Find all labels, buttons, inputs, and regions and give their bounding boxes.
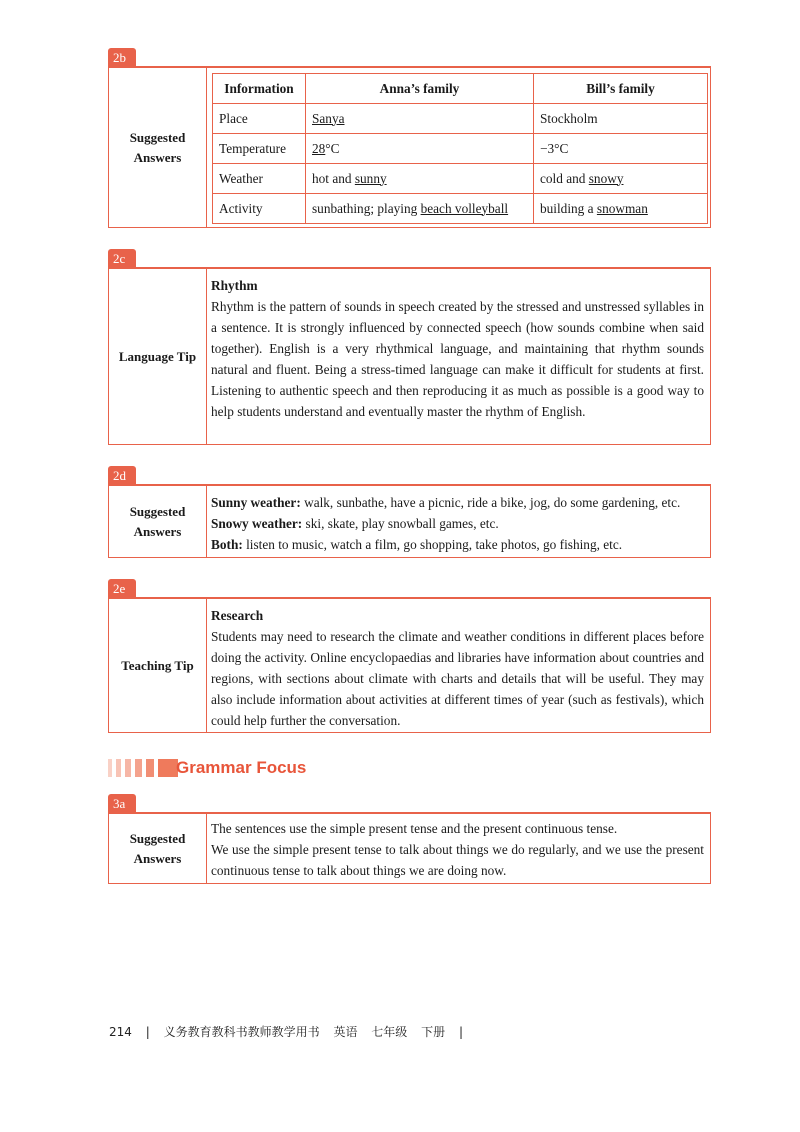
section-3a-box: [108, 814, 711, 884]
teaching-tip-box: [108, 599, 711, 733]
book-title: 义务教育教科书教师教学用书: [163, 1025, 320, 1039]
volume: 下册: [421, 1025, 446, 1039]
subject: 英语: [333, 1025, 358, 1039]
table-header-row: [213, 74, 708, 104]
page-number: 214: [109, 1025, 132, 1039]
footer-separator: |: [145, 1025, 150, 1039]
footer-separator: |: [458, 1025, 464, 1039]
suggested-answers-label: Suggested Answers: [109, 486, 207, 557]
suggested-answers-label: Suggested Answers: [109, 68, 207, 227]
answers-table: [212, 73, 708, 224]
decor-stripe: [135, 759, 142, 777]
answers-content: [207, 486, 710, 557]
table-row: Weather hot and sunny cold and snowy: [213, 164, 708, 194]
table-row: Temperature 28°C −3°C: [213, 134, 708, 164]
section-2b-box: [108, 68, 711, 228]
teaching-tip-label: Teaching Tip: [109, 599, 207, 732]
grammar-focus-header: [108, 756, 348, 780]
table-row: Place Sanya Stockholm: [213, 104, 708, 134]
decor-stripe: [125, 759, 131, 777]
tip-body: Students may need to research the climate and weather conditions in different places before doing the activity. Online encyclopaedias and libraries have information about countries and regions, with sections about climate with charts and details that will be useful. They may also include information about activities at different times of year (such as festivals), which could help further the conversation.: [211, 629, 704, 728]
answer-line: Snowy weather: ski, skate, play snowball games, etc.: [211, 516, 499, 531]
table-row: Activity sunbathing; playing beach volleyball building a snowman: [213, 194, 708, 224]
suggested-answers-label: Suggested Answers: [109, 814, 207, 883]
page-footer: [109, 1023, 473, 1040]
answer-line: We use the simple present tense to talk about things we do regularly, and we use the present continuous tense to talk about things we are doing now.: [211, 842, 704, 878]
column-header: Anna’s family: [306, 74, 534, 104]
column-header: Information: [213, 74, 306, 104]
tip-body: Rhythm is the pattern of sounds in speech created by the stressed and unstressed syllables in a sentence. It is strongly influenced by connected speech (how sounds combine when said together). English is a very rhythmical language, and maintaining that rhythm sounds natural and fluent. Being a stress-timed language can make it difficult for students at first. Listening to authentic speech and then reproducing it as much as possible is a good way to help students understand and eventually master the rhythm of English.: [211, 299, 704, 419]
answer-line: Both: listen to music, watch a film, go shopping, take photos, go fishing, etc.: [211, 537, 623, 552]
language-tip-content: [207, 269, 710, 444]
grammar-focus-title: Grammar Focus: [176, 758, 307, 777]
decor-stripe: [158, 759, 178, 777]
language-tip-label: Language Tip: [109, 269, 207, 444]
decor-stripe: [116, 759, 121, 777]
column-header: Bill’s family: [534, 74, 708, 104]
teaching-tip-content: [207, 599, 710, 732]
grade: 七年级: [371, 1025, 408, 1039]
section-tab-2e: 2e: [108, 579, 136, 599]
section-2d-box: [108, 486, 711, 558]
decor-stripe: [146, 759, 154, 777]
section-tab-2b: 2b: [108, 48, 136, 68]
section-tab-2c: 2c: [108, 249, 136, 269]
decor-stripe: [108, 759, 112, 777]
answer-line: The sentences use the simple present tense and the present continuous tense.: [211, 821, 618, 836]
section-tab-3a: 3a: [108, 794, 136, 814]
answers-content: [207, 814, 710, 883]
answer-line: Sunny weather: walk, sunbathe, have a picnic, ride a bike, jog, do some gardening, etc.: [211, 495, 681, 510]
section-tab-2d: 2d: [108, 466, 136, 486]
language-tip-box: [108, 269, 711, 445]
tip-heading: Rhythm: [211, 278, 258, 293]
tip-heading: Research: [211, 608, 264, 623]
